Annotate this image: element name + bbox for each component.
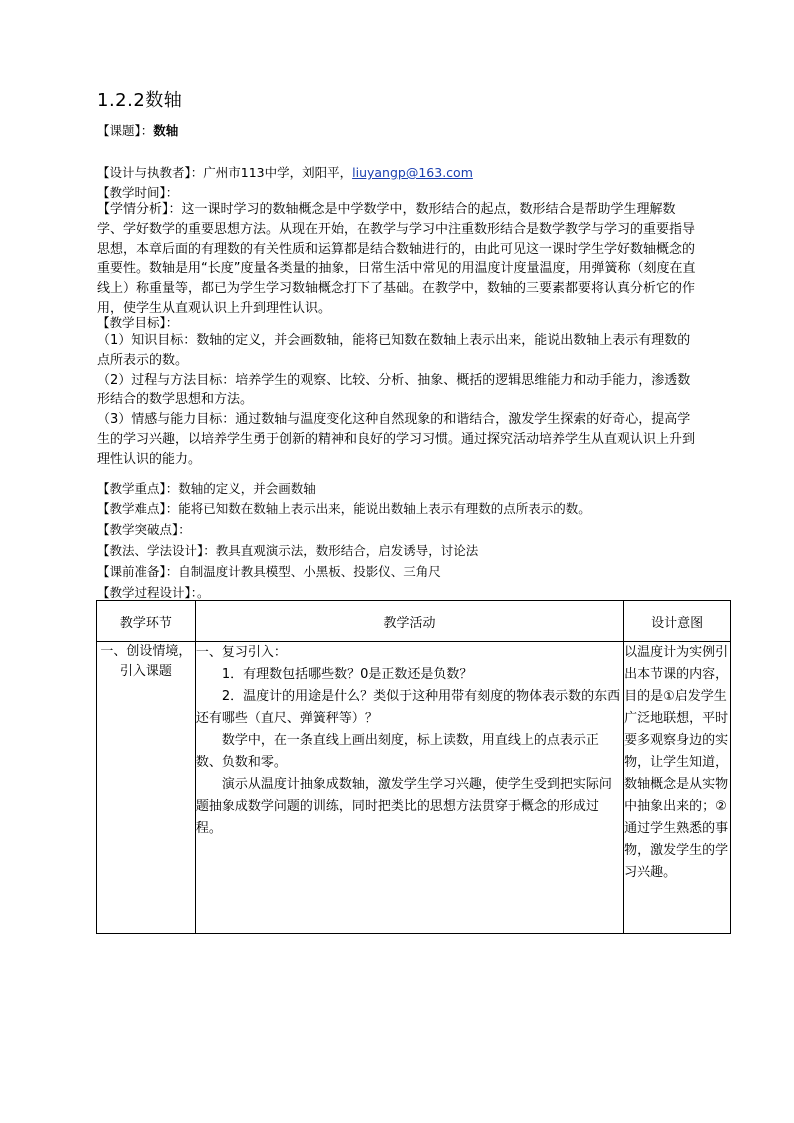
process-line: [97, 583, 210, 601]
table-header-row: [97, 601, 731, 642]
activity-line: 1．有理数包括哪些数？0是正数还是负数？: [221, 667, 473, 682]
goal-item: （3）情感与能力目标：通过数轴与温度变化这种自然现象的和谐结合，激发学生探索的好奇心，提高学生的学习兴趣，以培养学生勇于创新的精神和良好的学习习惯。通过探究活动培养学生从直观认识上升到理性认识的能力。: [97, 412, 696, 467]
designer-email-link[interactable]: liuyangp@163.com: [352, 165, 473, 180]
method-line: [97, 541, 478, 559]
activity-line: 2．温度计的用途是什么？类似于这种用带有刻度的物体表示数的东西还有哪些（直尺、弹簧秤等）？: [195, 689, 621, 726]
designer-value: 广州市113中学，刘阳平，: [203, 165, 353, 180]
process-label: 【教学过程设计】：: [97, 585, 198, 600]
designer-line: [97, 163, 473, 181]
goals-list: [97, 331, 697, 470]
goal-item: （2）过程与方法目标：培养学生的观察、比较、分析、抽象、概括的逻辑思维能力和动手能力，渗透数形结合的数学思想和方法。: [97, 372, 691, 408]
analysis-text: 这一课时学习的数轴概念是中学数学中，数形结合的起点，数形结合是帮助学生理解数学、学好数学的重要思想方法。从现在开始，在教学与学习中注重数形结合是数学教学与学习的重要指导思想，本章后面的有理数的有关性质和运算都是结合数轴进行的，由此可见这一课时学生学好数轴概念的重要性。数轴是用“长度”度量各类量的抽象，日常生活中常见的用温度计度量温度，用弹簧称（刻度在直线上）称重量等，都已为学生学习数轴概念打下了基础。在教学中，数轴的三要素都要将认真分析它的作用，使学生从直观认识上升到理性认识。: [97, 202, 696, 316]
document-title: 1.2.2数轴: [97, 90, 183, 111]
prep-label: 【课前准备】：: [97, 564, 179, 579]
breakthrough-line: [97, 520, 191, 538]
difficulty-label: 【教学难点】：: [97, 501, 179, 516]
key-line: [97, 479, 316, 497]
header-stage: 教学环节: [97, 601, 196, 642]
intent-cell: 以温度计为实例引出本节课的内容，目的是①启发学生广泛地联想，平时要多观察身边的实物，让学生知道，数轴概念是从实物中抽象出来的；②通过学生熟悉的事物，激发学生的学习兴趣。: [624, 642, 731, 934]
designer-label: 【设计与执教者】：: [97, 165, 204, 180]
method-value: 教具直观演示法，数形结合，启发诱导，讨论法: [215, 543, 479, 558]
activity-line: 数学中，在一条直线上画出刻度，标上读数，用直线上的点表示正数、负数和零。: [195, 733, 599, 770]
time-line: [97, 183, 178, 201]
prep-line: [97, 562, 441, 580]
goals-line: [97, 313, 178, 331]
process-value: 。: [197, 585, 210, 600]
course-value: 数轴: [153, 123, 179, 138]
time-label: 【教学时间】：: [97, 185, 179, 200]
key-value: 数轴的定义，并会画数轴: [178, 481, 316, 496]
difficulty-line: [97, 499, 591, 517]
course-line: [97, 121, 178, 139]
method-label: 【教法、学法设计】：: [97, 543, 216, 558]
header-activity: 教学活动: [195, 601, 623, 642]
goals-label: 【教学目标】：: [97, 315, 179, 330]
prep-value: 自制温度计教具模型、小黑板、投影仪、三角尺: [178, 564, 441, 579]
analysis-label: 【学情分析】：: [97, 202, 182, 217]
difficulty-value: 能将已知数在数轴上表示出来，能说出数轴上表示有理数的点所表示的数。: [178, 501, 591, 516]
analysis-paragraph: [97, 200, 697, 319]
course-label: 【课题】：: [97, 123, 154, 138]
breakthrough-label: 【教学突破点】：: [97, 522, 191, 537]
stage-cell: 一、创设情境，引入课题: [97, 642, 196, 934]
lesson-plan-table: [96, 600, 731, 934]
activity-cell: [195, 642, 623, 934]
table-row: [97, 642, 731, 934]
header-intent: 设计意图: [624, 601, 731, 642]
activity-line: 演示从温度计抽象成数轴，激发学生学习兴趣，使学生受到把实际问题抽象成数学问题的训练，同时把类比的思想方法贯穿于概念的形成过程。: [195, 777, 612, 836]
goal-item: （1）知识目标：数轴的定义，并会画数轴，能将已知数在数轴上表示出来，能说出数轴上表示有理数的点所表示的数。: [97, 333, 691, 368]
key-label: 【教学重点】：: [97, 481, 179, 496]
activity-line: 一、复习引入：: [195, 645, 287, 660]
